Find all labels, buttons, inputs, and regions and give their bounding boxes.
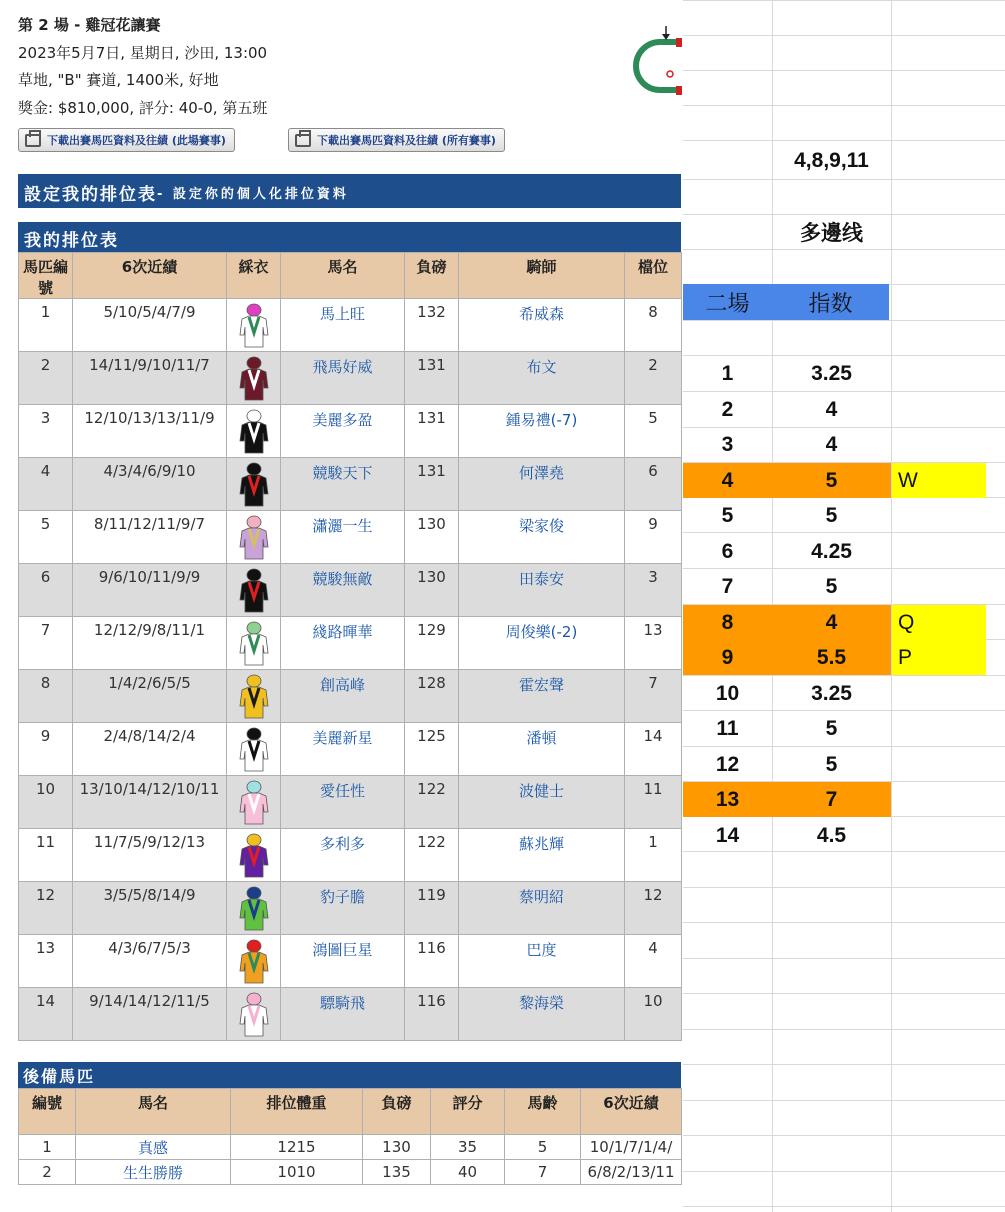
horse-number: 10 <box>19 776 73 829</box>
index-value-cell[interactable]: 4.5 <box>816 823 847 847</box>
draw-number: 13 <box>625 617 682 670</box>
card-header-row <box>19 253 682 299</box>
recent-form: 12/12/9/8/11/1 <box>73 617 227 670</box>
combo-cell[interactable]: 4,8,9,11 <box>794 149 869 172</box>
printer-icon <box>295 134 311 147</box>
silk-cell <box>227 617 281 670</box>
jockey-silk-icon <box>237 515 271 561</box>
grid-row-line <box>683 140 1005 141</box>
silk-cell <box>227 564 281 617</box>
recent-form: 9/6/10/11/9/9 <box>73 564 227 617</box>
col-header-horse: 馬名 <box>281 253 405 299</box>
index-value-cell[interactable]: 3.25 <box>811 681 852 705</box>
jockey-silk-icon <box>237 356 271 402</box>
horse-number-cell[interactable]: 4 <box>683 463 772 498</box>
horse-number-cell[interactable]: 3 <box>721 432 734 456</box>
jockey-silk-icon <box>237 939 271 985</box>
body-weight: 1010 <box>231 1160 363 1185</box>
silk-cell <box>227 829 281 882</box>
body-weight: 1215 <box>231 1135 363 1160</box>
carried-weight: 130 <box>405 564 459 617</box>
grid-row-line <box>683 320 1005 321</box>
table-row <box>19 723 682 776</box>
index-value-cell[interactable]: 5 <box>825 503 838 527</box>
horse-name-link[interactable]: 瀟灑一生 <box>281 511 405 564</box>
horse-name-link[interactable]: 競駿天下 <box>281 458 405 511</box>
silk-cell <box>227 511 281 564</box>
col-header-jockey: 騎師 <box>459 253 625 299</box>
grid-row-line <box>683 922 1005 923</box>
col-header-age: 馬齡 <box>505 1089 581 1135</box>
horse-number-cell[interactable]: 9 <box>683 640 772 675</box>
recent-form: 2/4/8/14/2/4 <box>73 723 227 776</box>
recent-form: 9/14/14/12/11/5 <box>73 988 227 1041</box>
horse-name-link[interactable]: 鴻圖巨星 <box>281 935 405 988</box>
jockey-silk-icon <box>237 780 271 826</box>
col-header-weight: 負磅 <box>405 253 459 299</box>
carried-weight: 135 <box>363 1160 431 1185</box>
grid-row-line <box>683 0 1005 1</box>
horse-name-link[interactable]: 多利多 <box>281 829 405 882</box>
col-header-body-weight: 排位體重 <box>231 1089 363 1135</box>
grid-row-line <box>683 179 1005 180</box>
horse-number: 1 <box>19 299 73 352</box>
horse-number: 5 <box>19 511 73 564</box>
index-value-cell[interactable]: 5 <box>825 716 838 740</box>
jockey-link[interactable]: 梁家俊 <box>459 511 625 564</box>
col-header-no: 馬匹編號 <box>19 253 73 299</box>
jockey-silk-icon <box>237 886 271 932</box>
carried-weight: 129 <box>405 617 459 670</box>
recent-form: 6/8/2/13/11 <box>581 1160 682 1185</box>
jockey-silk-icon <box>237 621 271 667</box>
horse-name-link[interactable]: 美麗多盈 <box>281 405 405 458</box>
draw-number: 10 <box>625 988 682 1041</box>
index-value-cell[interactable]: 5 <box>825 752 838 776</box>
jockey-link[interactable]: 周俊樂(-2) <box>459 617 625 670</box>
silk-cell <box>227 405 281 458</box>
carried-weight: 130 <box>405 511 459 564</box>
table-row <box>19 670 682 723</box>
index-value-cell[interactable]: 4.25 <box>811 539 852 563</box>
grid-row-line <box>683 1100 1005 1101</box>
horse-number-cell[interactable]: 13 <box>683 782 772 817</box>
jockey-silk-icon <box>237 833 271 879</box>
carried-weight: 130 <box>363 1135 431 1160</box>
grid-row-line <box>683 1206 1005 1207</box>
carried-weight: 131 <box>405 458 459 511</box>
rating: 35 <box>431 1135 505 1160</box>
horse-number: 8 <box>19 670 73 723</box>
horse-age: 5 <box>505 1135 581 1160</box>
jockey-link[interactable]: 希威森 <box>459 299 625 352</box>
horse-number-cell[interactable]: 14 <box>715 823 740 847</box>
header-race-cell[interactable]: 二場 <box>683 284 772 320</box>
header-index-cell[interactable]: 指数 <box>772 284 889 320</box>
table-row <box>19 617 682 670</box>
index-value-cell[interactable]: 3.25 <box>811 361 852 385</box>
silk-cell <box>227 988 281 1041</box>
horse-number-cell[interactable]: 10 <box>715 681 740 705</box>
race-title: 第 2 場 - 雞冠花讓賽 <box>18 16 161 34</box>
table-row <box>19 776 682 829</box>
table-row <box>19 988 682 1041</box>
table-row <box>19 299 682 352</box>
silk-cell <box>227 935 281 988</box>
horse-name-link[interactable]: 真感 <box>76 1135 231 1160</box>
carried-weight: 119 <box>405 882 459 935</box>
jockey-silk-icon <box>237 727 271 773</box>
draw-number: 9 <box>625 511 682 564</box>
index-value-cell[interactable]: 5.5 <box>772 640 891 675</box>
jockey-link[interactable]: 蘇兆輝 <box>459 829 625 882</box>
table-row <box>19 829 682 882</box>
table-row <box>19 511 682 564</box>
horse-number: 3 <box>19 405 73 458</box>
horse-number-cell[interactable]: 11 <box>716 716 739 740</box>
jockey-link[interactable]: 蔡明紹 <box>459 882 625 935</box>
grid-row-line <box>683 105 1005 106</box>
horse-name-link[interactable]: 飛馬好威 <box>281 352 405 405</box>
jockey-silk-icon <box>237 409 271 455</box>
label-cell[interactable]: 多邊线 <box>800 221 863 245</box>
grid-row-line <box>683 1135 1005 1136</box>
horse-number-cell[interactable]: 2 <box>721 397 734 421</box>
bet-mark-cell[interactable]: P <box>892 640 986 675</box>
jockey-link[interactable]: 黎海榮 <box>459 988 625 1041</box>
recent-form: 13/10/14/12/10/11 <box>73 776 227 829</box>
draw-number: 11 <box>625 776 682 829</box>
carried-weight: 131 <box>405 352 459 405</box>
grid-row-line <box>683 958 1005 959</box>
horse-name-link[interactable]: 愛任性 <box>281 776 405 829</box>
recent-form: 11/7/5/9/12/13 <box>73 829 227 882</box>
race-date-venue: 2023年5月7日, 星期日, 沙田, 13:00 <box>18 44 268 62</box>
carried-weight: 125 <box>405 723 459 776</box>
jockey-link[interactable]: 鍾易禮(-7) <box>459 405 625 458</box>
table-row <box>19 405 682 458</box>
grid-row-line <box>683 1171 1005 1172</box>
reserve-number: 2 <box>19 1160 76 1185</box>
draw-number: 4 <box>625 935 682 988</box>
jockey-silk-icon <box>237 462 271 508</box>
horse-name-link[interactable]: 美麗新星 <box>281 723 405 776</box>
draw-number: 7 <box>625 670 682 723</box>
horse-number: 12 <box>19 882 73 935</box>
horse-number: 2 <box>19 352 73 405</box>
horse-name-link[interactable]: 驃騎飛 <box>281 988 405 1041</box>
draw-number: 14 <box>625 723 682 776</box>
horse-name-link[interactable]: 豹子膽 <box>281 882 405 935</box>
silk-cell <box>227 352 281 405</box>
silk-cell <box>227 458 281 511</box>
draw-number: 8 <box>625 299 682 352</box>
reserve-table <box>18 1088 682 1185</box>
draw-number: 12 <box>625 882 682 935</box>
carried-weight: 116 <box>405 935 459 988</box>
jockey-silk-icon <box>237 992 271 1038</box>
horse-number-cell[interactable]: 5 <box>721 503 734 527</box>
recent-form: 14/11/9/10/11/7 <box>73 352 227 405</box>
jockey-link[interactable]: 霍宏聲 <box>459 670 625 723</box>
table-row <box>19 564 682 617</box>
spreadsheet-panel[interactable] <box>683 0 1005 1212</box>
col-header-no: 編號 <box>19 1089 76 1135</box>
jockey-silk-icon <box>237 568 271 614</box>
index-value-cell[interactable]: 4 <box>772 605 891 640</box>
table-row <box>19 458 682 511</box>
draw-number: 6 <box>625 458 682 511</box>
grid-row-line <box>683 993 1005 994</box>
reserve-header-row <box>19 1089 682 1135</box>
recent-form: 8/11/12/11/9/7 <box>73 511 227 564</box>
carried-weight: 122 <box>405 776 459 829</box>
horse-number: 6 <box>19 564 73 617</box>
jockey-link[interactable]: 潘頓 <box>459 723 625 776</box>
download-this-race-button[interactable]: 下載出賽馬匹資料及往績 (此場賽事) <box>18 128 235 152</box>
rating: 40 <box>431 1160 505 1185</box>
bet-mark-cell[interactable]: W <box>892 463 986 498</box>
draw-number: 2 <box>625 352 682 405</box>
index-value-cell[interactable]: 5 <box>772 463 891 498</box>
carried-weight: 116 <box>405 988 459 1041</box>
reserve-banner: 後備馬匹 <box>18 1062 681 1088</box>
grid-row-line <box>683 70 1005 71</box>
jockey-link[interactable]: 布文 <box>459 352 625 405</box>
horse-number-cell[interactable]: 7 <box>721 574 734 598</box>
horse-number: 7 <box>19 617 73 670</box>
horse-name-link[interactable]: 生生勝勝 <box>76 1160 231 1185</box>
reserve-number: 1 <box>19 1135 76 1160</box>
download-all-races-button[interactable]: 下載出賽馬匹資料及往績 (所有賽事) <box>288 128 505 152</box>
table-row <box>19 352 682 405</box>
table-row <box>19 1135 682 1160</box>
horse-name-link[interactable]: 創高峰 <box>281 670 405 723</box>
carried-weight: 131 <box>405 405 459 458</box>
recent-form: 4/3/6/7/5/3 <box>73 935 227 988</box>
grid-row-line <box>683 887 1005 888</box>
grid-row-line <box>683 1029 1005 1030</box>
index-value-cell[interactable]: 5 <box>825 574 838 598</box>
col-header-weight: 負磅 <box>363 1089 431 1135</box>
horse-number: 9 <box>19 723 73 776</box>
index-value-cell[interactable]: 7 <box>772 782 891 817</box>
grid-row-line <box>683 35 1005 36</box>
horse-number: 4 <box>19 458 73 511</box>
grid-row-line <box>683 249 1005 250</box>
index-value-cell[interactable]: 4 <box>825 397 838 421</box>
silk-cell <box>227 299 281 352</box>
horse-number: 13 <box>19 935 73 988</box>
carried-weight: 128 <box>405 670 459 723</box>
draw-number: 3 <box>625 564 682 617</box>
col-header-draw: 檔位 <box>625 253 682 299</box>
settings-banner[interactable]: 設定我的排位表 - 設定你的個人化排位資料 <box>18 174 681 208</box>
table-row <box>19 1160 682 1185</box>
track-map-icon[interactable] <box>632 24 684 100</box>
jockey-link[interactable]: 田泰安 <box>459 564 625 617</box>
jockey-silk-icon <box>237 303 271 349</box>
col-header-rating: 評分 <box>431 1089 505 1135</box>
table-row <box>19 935 682 988</box>
horse-age: 7 <box>505 1160 581 1185</box>
recent-form: 1/4/2/6/5/5 <box>73 670 227 723</box>
recent-form: 4/3/4/6/9/10 <box>73 458 227 511</box>
jockey-link[interactable]: 巴度 <box>459 935 625 988</box>
jockey-silk-icon <box>237 674 271 720</box>
col-header-form: 6次近績 <box>73 253 227 299</box>
horse-number: 14 <box>19 988 73 1041</box>
horse-name-link[interactable]: 競駿無敵 <box>281 564 405 617</box>
recent-form: 5/10/5/4/7/9 <box>73 299 227 352</box>
horse-number-cell[interactable]: 1 <box>721 361 734 385</box>
race-card-table <box>18 252 682 1041</box>
horse-number-cell[interactable]: 6 <box>721 539 734 563</box>
index-value-cell[interactable]: 4 <box>825 432 838 456</box>
race-track-info: 草地, "B" 賽道, 1400米, 好地 <box>18 71 219 89</box>
my-card-banner: 我的排位表 <box>18 222 681 252</box>
recent-form: 3/5/5/8/14/9 <box>73 882 227 935</box>
draw-number: 1 <box>625 829 682 882</box>
silk-cell <box>227 670 281 723</box>
horse-number: 11 <box>19 829 73 882</box>
race-prize-info: 獎金: $810,000, 評分: 40-0, 第五班 <box>18 99 268 117</box>
col-header-horse: 馬名 <box>76 1089 231 1135</box>
silk-cell <box>227 776 281 829</box>
carried-weight: 122 <box>405 829 459 882</box>
horse-number-cell[interactable]: 12 <box>715 752 740 776</box>
horse-name-link[interactable]: 馬上旺 <box>281 299 405 352</box>
horse-number-cell[interactable]: 8 <box>683 605 772 640</box>
silk-cell <box>227 882 281 935</box>
grid-row-line <box>683 1064 1005 1065</box>
carried-weight: 132 <box>405 299 459 352</box>
col-header-silk: 綵衣 <box>227 253 281 299</box>
draw-number: 5 <box>625 405 682 458</box>
jockey-link[interactable]: 波健士 <box>459 776 625 829</box>
horse-name-link[interactable]: 綫路暉華 <box>281 617 405 670</box>
table-row <box>19 882 682 935</box>
printer-icon <box>25 134 41 147</box>
col-header-form: 6次近績 <box>581 1089 682 1135</box>
recent-form: 10/1/7/1/4/ <box>581 1135 682 1160</box>
recent-form: 12/10/13/13/11/9 <box>73 405 227 458</box>
silk-cell <box>227 723 281 776</box>
jockey-link[interactable]: 何澤堯 <box>459 458 625 511</box>
bet-mark-cell[interactable]: Q <box>892 605 986 640</box>
